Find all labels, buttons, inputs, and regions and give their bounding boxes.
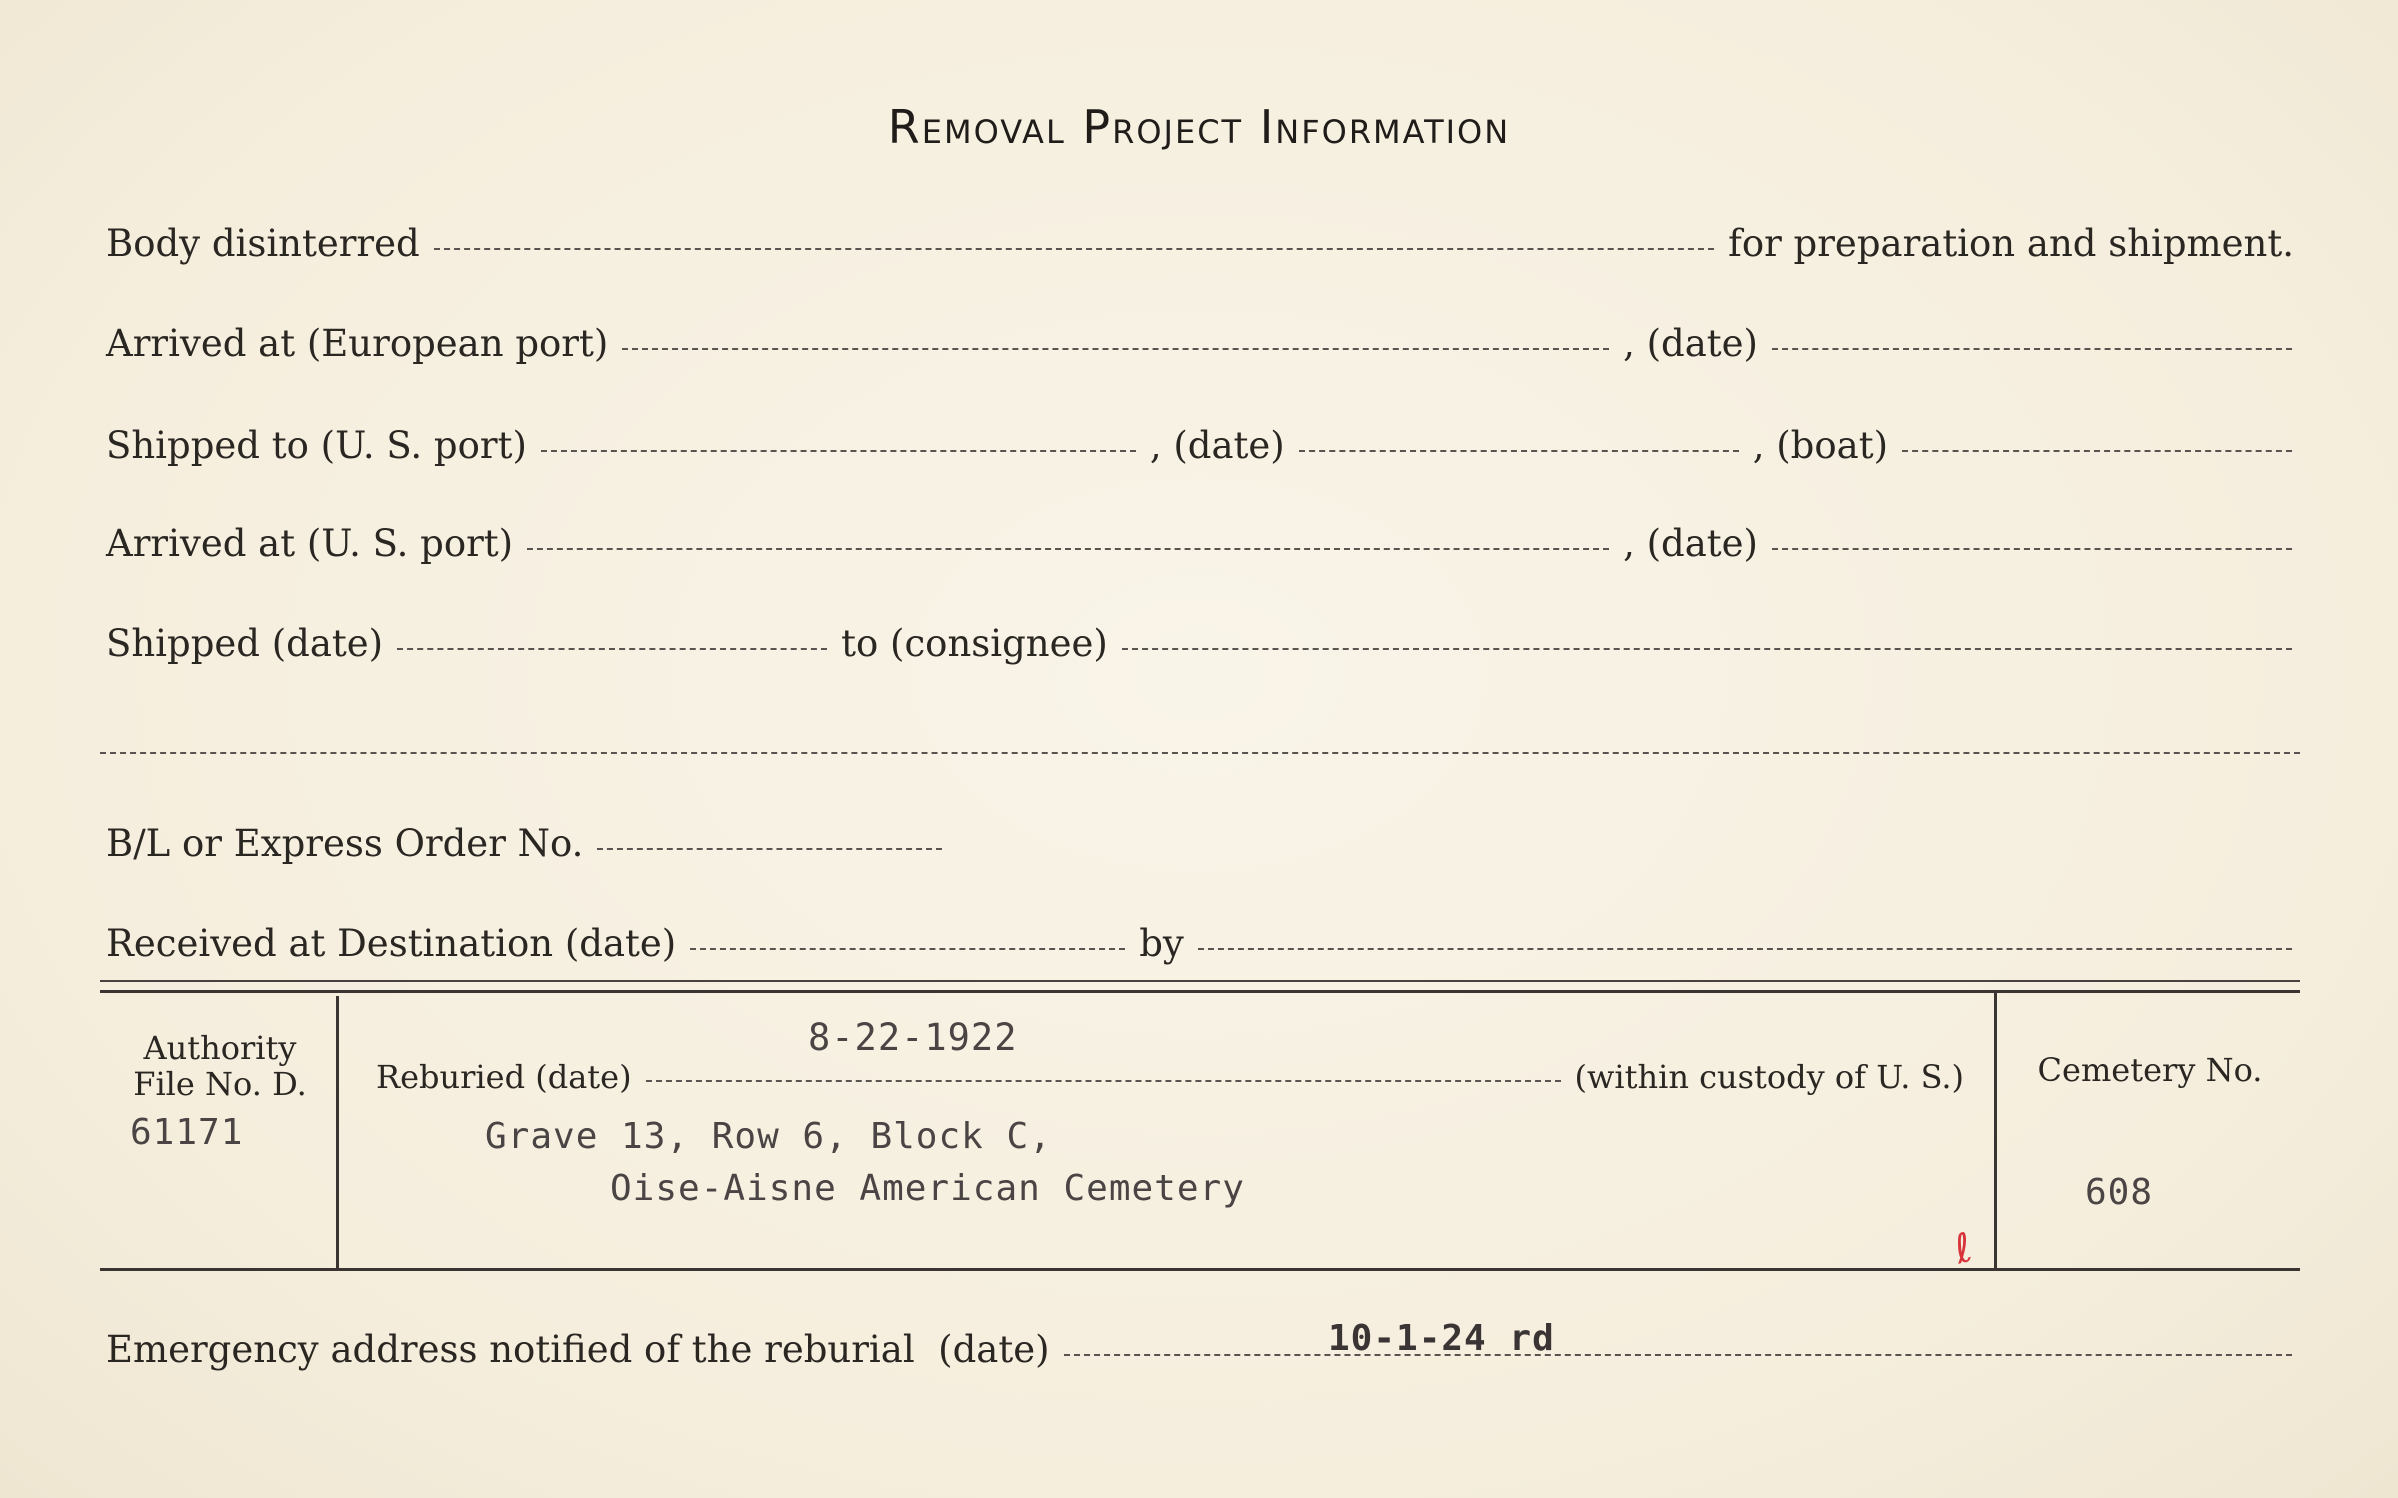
- for-preparation-label: for preparation and shipment.: [1728, 222, 2294, 265]
- cemetery-number: 608: [2085, 1172, 2154, 1213]
- boat-label: , (boat): [1752, 424, 1888, 467]
- authority-file-number: 61171: [130, 1112, 244, 1153]
- grave-location-line-2: Oise-Aisne American Cemetery: [610, 1168, 1245, 1209]
- card-title: Removal Project Information: [887, 100, 1511, 154]
- by-label: by: [1139, 922, 1184, 965]
- bl-order-label: B/L or Express Order No.: [106, 822, 584, 865]
- table-divider-left: [336, 996, 339, 1270]
- table-top-rule-2: [100, 990, 2300, 993]
- shipped-to-date-line: [1299, 450, 1739, 452]
- emergency-line: [1064, 1354, 2292, 1356]
- body-disinterred-line: [434, 248, 1714, 250]
- row-arrived-european: [100, 322, 2300, 365]
- authority-label-line-1: Authority: [143, 1029, 297, 1067]
- table-divider-right: [1994, 990, 1997, 1268]
- arrived-us-line: [527, 548, 1609, 550]
- shipped-to-line: [541, 450, 1136, 452]
- emergency-date-value: 10-1-24 rd: [1328, 1318, 1555, 1359]
- body-disinterred-label: Body disinterred: [106, 222, 420, 265]
- table-top-rule-1: [100, 980, 2300, 982]
- received-destination-label: Received at Destination (date): [106, 922, 677, 965]
- arrived-us-date-line: [1772, 548, 2292, 550]
- authority-label-line-2: File No. D.: [133, 1065, 307, 1103]
- reburied-label: Reburied (date): [376, 1058, 632, 1096]
- arrived-european-label: Arrived at (European port): [106, 322, 609, 365]
- row-shipped-date: [100, 622, 2300, 665]
- by-line: [1198, 948, 2292, 950]
- row-arrived-us-port: [100, 522, 2300, 565]
- arrived-european-line: [622, 348, 1609, 350]
- red-check-mark-icon: ℓ: [1949, 1224, 1978, 1274]
- bl-order-line: [597, 848, 942, 850]
- arrived-us-date-label: , (date): [1623, 522, 1758, 565]
- emergency-label: Emergency address notified of the reburial (date): [106, 1328, 1050, 1371]
- authority-label: [110, 1030, 330, 1102]
- consignee-line: [1122, 648, 2292, 650]
- shipped-to-date-label: , (date): [1149, 424, 1285, 467]
- received-destination-line: [690, 948, 1125, 950]
- shipped-date-label: Shipped (date): [106, 622, 384, 665]
- row-received-destination: [100, 922, 2300, 965]
- cemetery-label: Cemetery No.: [2037, 1051, 2263, 1089]
- boat-line: [1902, 450, 2292, 452]
- reburied-line: [646, 1080, 1561, 1082]
- custody-label: (within custody of U. S.): [1574, 1058, 1964, 1096]
- consignee-label: to (consignee): [841, 622, 1108, 665]
- grave-location-line-1: Grave 13, Row 6, Block C,: [485, 1116, 1052, 1157]
- row-shipped-us-port: [100, 424, 2300, 467]
- row-body-disinterred: [100, 222, 2300, 265]
- arrived-european-date-label: , (date): [1623, 322, 1758, 365]
- shipped-to-label: Shipped to (U. S. port): [106, 424, 527, 467]
- consignee-continuation-line: [100, 752, 2300, 754]
- reburied-date-value: 8-22-1922: [808, 1016, 1018, 1059]
- row-emergency: [100, 1328, 2300, 1371]
- row-bl-order: [100, 822, 2300, 865]
- row-reburied: [370, 1058, 1970, 1096]
- arrived-european-date-line: [1772, 348, 2292, 350]
- arrived-us-label: Arrived at (U. S. port): [106, 522, 514, 565]
- shipped-date-line: [397, 648, 827, 650]
